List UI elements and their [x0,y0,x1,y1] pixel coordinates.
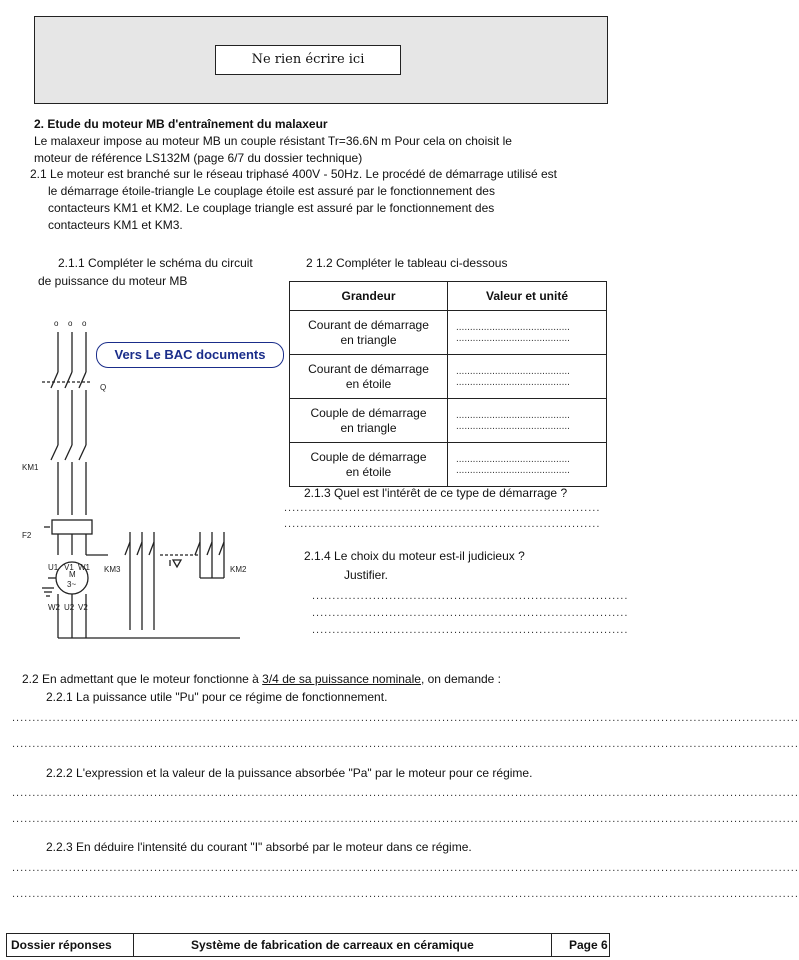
answer-cell[interactable]: ......................................... ......................................... [448,443,607,487]
svg-text:3~: 3~ [67,580,77,589]
answer-cell[interactable]: ......................................... ......................................... [448,399,607,443]
answer-line[interactable]: .............................................................................. [312,590,629,602]
svg-text:o: o [82,319,87,328]
answer-line[interactable]: .............................................................................. [284,502,601,514]
footer-center: Système de fabrication de carreaux en céramique [191,938,474,952]
svg-text:U1: U1 [48,563,59,572]
answer-line[interactable]: .................................................................................................................................................................................................. [12,862,799,874]
label-f2: F2 [22,531,32,540]
answer-line[interactable]: .............................................................................. [284,518,601,530]
svg-text:V2: V2 [78,603,88,612]
svg-text:W2: W2 [48,603,60,612]
table-row: Courant de démarrage en étoile ......................................... ......................................... [290,355,607,399]
svg-text:o: o [54,319,59,328]
answer-cell[interactable]: ......................................... ......................................... [448,311,607,355]
answer-line[interactable]: .................................................................................................................................................................................................. [12,712,799,724]
label-km3: KM3 [104,565,121,574]
svg-text:U2: U2 [64,603,75,612]
footer-left: Dossier réponses [11,938,112,952]
question-2-2-2: 2.2.2 L'expression et la valeur de la puissance absorbée "Pa" par le moteur pour ce régime. [46,766,533,780]
answer-cell[interactable]: ......................................... ......................................... [448,355,607,399]
label-km1: KM1 [22,463,39,472]
label-q: Q [100,383,107,392]
question-2-2-1: 2.2.1 La puissance utile "Pu" pour ce régime de fonctionnement. [46,690,388,704]
svg-text:o: o [68,319,73,328]
table-row: Couple de démarrage en triangle ......................................... ......................................... [290,399,607,443]
question-2-1-1-cont: de puissance du moteur MB [38,274,188,288]
col-header-valeur: Valeur et unité [448,282,607,311]
svg-text:M: M [69,570,76,579]
question-2-1-3: 2.1.3 Quel est l'intérêt de ce type de démarrage ? [304,486,568,500]
answer-line[interactable]: .............................................................................. [312,624,629,636]
col-header-grandeur: Grandeur [290,282,448,311]
question-2-1-4-cont: Justifier. [344,568,389,582]
page-footer [6,933,610,957]
question-2-1-4: 2.1.4 Le choix du moteur est-il judicieux ? [304,549,525,563]
answer-line[interactable]: .............................................................................. [312,607,629,619]
svg-text:W1: W1 [78,563,90,572]
answer-line[interactable]: .................................................................................................................................................................................................. [12,813,799,825]
values-table [289,281,607,487]
table-row: Courant de démarrage en triangle ......................................... ......................................... [290,311,607,355]
intro-text: Le malaxeur impose au moteur MB un couple résistant Tr=36.6N m Pour cela on choisit le moteur de référence LS132M (page 6/7 du dossier technique) [34,134,512,165]
answer-line[interactable]: .................................................................................................................................................................................................. [12,888,799,900]
watermark-banner: Vers Le BAC documents [96,342,284,368]
question-2-1: 2.1 Le moteur est branché sur le réseau triphasé 400V - 50Hz. Le procédé de démarrage utilisé est le démarrage étoile-triangle Le couplage étoile est assuré par le fonctionnement des contacteurs KM1 et KM2. Le couplage triangle est assuré par le fonctionnement des contacteurs KM1 et KM3. [30,167,557,232]
section-title: 2. Etude du moteur MB d'entraînement du malaxeur [34,117,328,131]
question-2-2: 2.2 En admettant que le moteur fonctionne à 3/4 de sa puissance nominale, on demande : [22,672,502,686]
table-row: Couple de démarrage en étoile ......................................... ......................................... [290,443,607,487]
question-2-1-2: 2 1.2 Compléter le tableau ci-dessous [306,256,508,270]
answer-line[interactable]: .................................................................................................................................................................................................. [12,787,799,799]
svg-text:V1: V1 [64,563,74,572]
no-write-label: Ne rien écrire ici [215,45,401,75]
label-km2: KM2 [230,565,247,574]
question-2-1-1: 2.1.1 Compléter le schéma du circuit [58,256,253,270]
page-number: Page 6 [569,938,608,952]
answer-line[interactable]: .................................................................................................................................................................................................. [12,738,799,750]
question-2-2-3: 2.2.3 En déduire l'intensité du courant "I" absorbé par le moteur dans ce régime. [46,840,472,854]
